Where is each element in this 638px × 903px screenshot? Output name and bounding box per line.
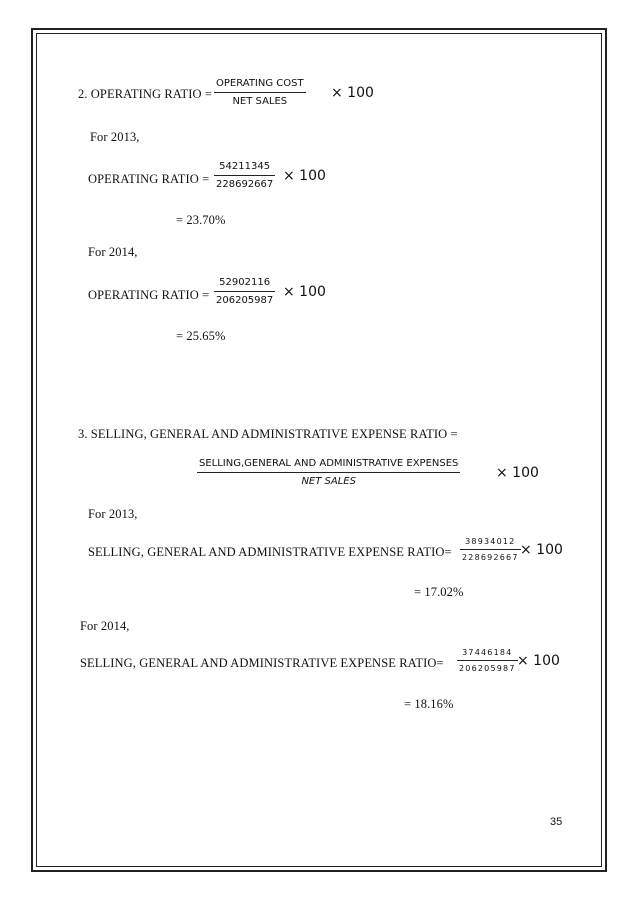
- page-border-inner: [36, 33, 602, 867]
- operating-ratio-formula: [214, 78, 306, 108]
- operating-ratio-fraction-2013: [214, 161, 275, 191]
- numerator-2014: 37446184: [462, 648, 513, 657]
- times-hundred: × 100: [331, 85, 374, 101]
- year-label-2014: For 2014,: [88, 245, 138, 259]
- operating-ratio-lhs-2013: OPERATING RATIO =: [88, 172, 210, 186]
- sga-ratio-fraction-2013: [460, 537, 521, 563]
- formula-denominator: NET SALES: [232, 96, 288, 107]
- denominator-2014: 206205987: [216, 295, 274, 306]
- denominator-2013: 228692667: [216, 179, 274, 190]
- times-hundred: × 100: [517, 653, 560, 669]
- numerator-2013: 38934012: [465, 537, 516, 546]
- denominator-2013: 228692667: [462, 553, 519, 562]
- fraction-bar: [460, 549, 521, 550]
- fraction-bar: [214, 291, 275, 292]
- times-hundred: × 100: [283, 168, 326, 184]
- operating-ratio-fraction-2014: [214, 277, 275, 307]
- denominator-2014: 206205987: [459, 664, 516, 673]
- fraction-bar: [197, 472, 460, 473]
- fraction-bar: [457, 660, 518, 661]
- times-hundred: × 100: [496, 465, 539, 481]
- operating-ratio-result-2013: = 23.70%: [176, 213, 226, 227]
- formula-numerator: OPERATING COST: [216, 78, 304, 89]
- sga-ratio-fraction-2014: [457, 648, 518, 674]
- sga-ratio-heading: 3. SELLING, GENERAL AND ADMINISTRATIVE EXPENSE RATIO =: [78, 427, 458, 441]
- formula-numerator: SELLING,GENERAL AND ADMINISTRATIVE EXPENSES: [199, 458, 459, 469]
- times-hundred: × 100: [283, 284, 326, 300]
- year-label-2013: For 2013,: [90, 130, 140, 144]
- operating-ratio-lhs-2014: OPERATING RATIO =: [88, 288, 210, 302]
- sga-ratio-result-2013: = 17.02%: [414, 585, 464, 599]
- sga-ratio-lhs-2013: SELLING, GENERAL AND ADMINISTRATIVE EXPENSE RATIO=: [88, 545, 452, 559]
- times-hundred: × 100: [520, 542, 563, 558]
- sga-ratio-formula: [197, 458, 460, 488]
- operating-ratio-heading: 2. OPERATING RATIO =: [78, 87, 213, 101]
- fraction-bar: [214, 92, 306, 93]
- page-number: 35: [550, 816, 563, 828]
- operating-ratio-result-2014: = 25.65%: [176, 329, 226, 343]
- formula-denominator: NET SALES: [301, 476, 356, 487]
- numerator-2014: 52902116: [219, 277, 271, 288]
- year-label-2013: For 2013,: [88, 507, 138, 521]
- sga-ratio-lhs-2014: SELLING, GENERAL AND ADMINISTRATIVE EXPENSE RATIO=: [80, 656, 444, 670]
- fraction-bar: [214, 175, 275, 176]
- numerator-2013: 54211345: [219, 161, 271, 172]
- year-label-2014: For 2014,: [80, 619, 130, 633]
- sga-ratio-result-2014: = 18.16%: [404, 697, 454, 711]
